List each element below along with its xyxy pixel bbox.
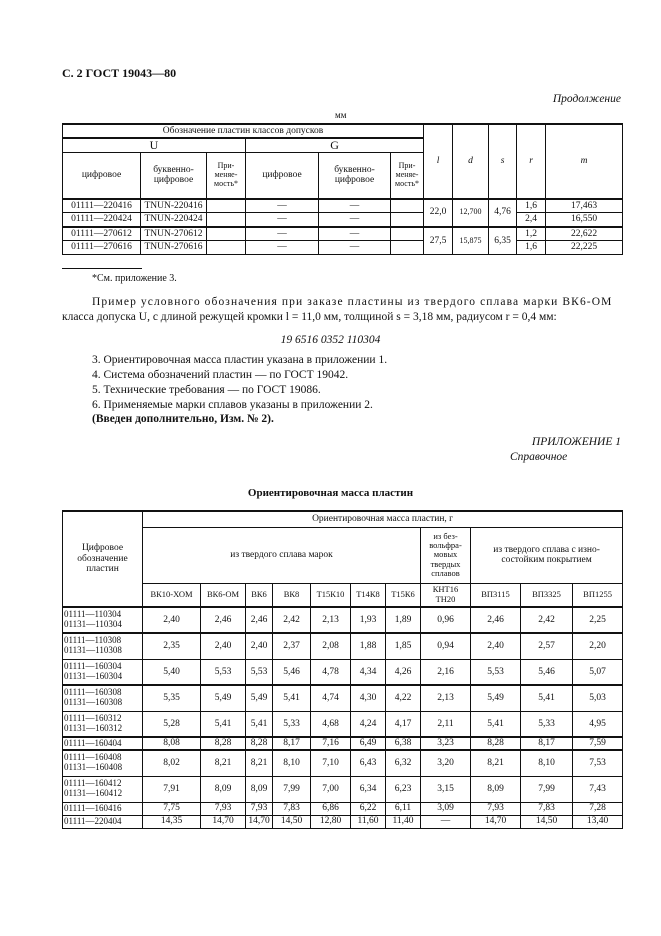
cell-r: 1,6 [517,241,546,255]
mass-value: 2,57 [521,633,573,659]
mass-value: 7,53 [573,750,623,776]
group-header: Обозначение пластин классов допусков [63,124,424,138]
column-header: ВК6-ОМ [201,583,246,607]
param-header-d: d [453,124,489,199]
cell-l: 22,0 [424,199,453,227]
cell-r: 1,2 [517,227,546,241]
mass-value: 1,88 [351,633,386,659]
appendix-heading: Ориентировочная масса пластин [247,487,414,499]
header-row [63,124,623,138]
mass-value: 3,23 [421,737,471,750]
mass-value: 0,96 [421,607,471,633]
cell-applicability-g [391,227,424,241]
subgroup-row [63,527,623,583]
mass-value: 14,50 [521,815,573,828]
mass-value: 8,28 [471,737,521,750]
footnote: *См. приложение 3. [92,273,177,284]
mass-value: 5,41 [273,685,311,711]
mass-value: 11,40 [386,815,421,828]
mass-value: 4,17 [386,711,421,737]
mass-value: 6,32 [386,750,421,776]
mass-value: 2,13 [311,607,351,633]
mass-value: 4,24 [351,711,386,737]
mass-value: 6,11 [386,802,421,815]
mass-value: 5,40 [143,659,201,685]
mass-value: 4,78 [311,659,351,685]
mass-value: 6,38 [386,737,421,750]
mass-value: 4,34 [351,659,386,685]
mass-value: 8,17 [273,737,311,750]
mass-value: 2,46 [246,607,273,633]
plate-code-line: 01131—160408 [64,762,123,773]
plate-code-line: 01111—160412 [64,778,122,789]
table-row [63,750,623,776]
mass-value: 8,28 [246,737,273,750]
cell-g_num: — [246,241,319,255]
plates-designation-table [62,123,623,255]
mass-value: 4,95 [573,711,623,737]
mass-value: 8,09 [246,776,273,802]
unit-label: мм [335,110,347,120]
mass-value: 2,40 [201,633,246,659]
mass-value: 2,46 [201,607,246,633]
sub-header: цифровое [63,153,141,199]
mass-value: 7,43 [573,776,623,802]
cell-l: 27,5 [424,227,453,255]
cell-u_alpha: TNUN-220416 [141,199,207,213]
mass-value: 5,46 [273,659,311,685]
mass-value: 7,10 [311,750,351,776]
mass-value: 2,37 [273,633,311,659]
mass-value: 4,30 [351,685,386,711]
mass-value: 2,40 [471,633,521,659]
mass-value: 4,74 [311,685,351,711]
mass-value: 6,49 [351,737,386,750]
plate-code-line: 01111—160308 [64,687,122,698]
table-row [63,776,623,802]
mass-value: 7,16 [311,737,351,750]
plate-code-line: 01131—160308 [64,697,123,708]
mass-value: 2,35 [143,633,201,659]
amendment-note: (Введен дополнительно, Изм. № 2). [92,413,274,425]
mass-value: 5,33 [521,711,573,737]
mass-value: 2,46 [471,607,521,633]
column-header: Т15К6 [386,583,421,607]
column-header: ВП3325 [521,583,573,607]
cell-u_num: 01111—220416 [63,199,141,213]
plate-code [63,633,143,659]
mass-value: 7,83 [521,802,573,815]
plate-code-line: 01131—160312 [64,722,123,733]
class-g: G [246,138,424,153]
mass-value: 4,68 [311,711,351,737]
mass-value: 8,02 [143,750,201,776]
plate-code-line: 01131—110304 [64,619,122,629]
mass-value: 1,85 [386,633,421,659]
group-header: Ориентировочная масса пластин, г [143,511,623,527]
mass-value: 7,28 [573,802,623,815]
mass-value: 8,17 [521,737,573,750]
cell-u_alpha: TNUN-220424 [141,213,207,227]
cell-s: 6,35 [489,227,517,255]
appendix-title: ПРИЛОЖЕНИЕ 1 [531,436,621,448]
mass-value: 6,34 [351,776,386,802]
mass-value: 6,23 [386,776,421,802]
cell-g_num: — [246,199,319,213]
cell-m: 16,550 [546,213,623,227]
table-row [63,685,623,711]
mass-value: 2,42 [521,607,573,633]
mass-value: 2,40 [246,633,273,659]
mass-value: 1,93 [351,607,386,633]
mass-value: 5,53 [246,659,273,685]
mass-value: 7,99 [521,776,573,802]
subgroup-header: из твердого сплава марок [143,527,421,583]
mass-value: 14,70 [246,815,273,828]
cell-u_num: 01111—270616 [63,241,141,255]
header-row [63,511,623,527]
cell-applicability-u [207,213,246,227]
column-header: ВК8 [273,583,311,607]
plate-code-line: 01111—110308 [64,635,122,646]
column-header: ВП1255 [573,583,623,607]
column-header: ВК6 [246,583,273,607]
plate-code-line: 01111—110304 [64,609,122,620]
cell-m: 17,463 [546,199,623,213]
cell-m: 22,622 [546,227,623,241]
column-header-row [63,583,623,607]
cell-d: 15,875 [453,227,489,255]
mass-value: 2,42 [273,607,311,633]
sub-header: При-меняе-мость* [207,153,246,199]
plate-code-line: 01111—160304 [64,660,122,671]
cell-u_alpha: TNUN-270616 [141,241,207,255]
cell-d: 12,700 [453,199,489,227]
mass-value: 7,93 [246,802,273,815]
mass-value: 5,53 [471,659,521,685]
mass-value: 8,10 [273,750,311,776]
plate-mass-table [62,510,623,829]
plate-code [63,750,143,776]
cell-r: 2,4 [517,213,546,227]
mass-value: 5,03 [573,685,623,711]
mass-value: 2,25 [573,607,623,633]
continuation-label: Продолжение [552,93,621,105]
mass-value: 6,43 [351,750,386,776]
item-4: 4. Система обозначений пластин — по ГОСТ 19042. [92,369,349,381]
plate-code [63,776,143,802]
item-5: 5. Технические требования — по ГОСТ 19086. [92,384,321,396]
mass-value: 5,41 [471,711,521,737]
sub-header: буквенно-цифровое [319,153,391,199]
column-header: Т14К8 [351,583,386,607]
item-3: 3. Ориентировочная масса пластин указана в приложении 1. [92,354,388,366]
mass-value: 12,80 [311,815,351,828]
cell-g_alpha: — [319,227,391,241]
cell-g_alpha: — [319,199,391,213]
cell-u_num: 01111—220424 [63,213,141,227]
column-header: ВП3115 [471,583,521,607]
mass-value: 5,41 [201,711,246,737]
param-header-r: r [517,124,546,199]
mass-value: 5,35 [143,685,201,711]
table-row [63,815,623,828]
mass-value: 8,28 [201,737,246,750]
row-header: Цифровое обозначение пластин [63,511,143,607]
mass-value: 5,49 [201,685,246,711]
cell-m: 22,225 [546,241,623,255]
mass-value: 8,08 [143,737,201,750]
mass-value: 7,91 [143,776,201,802]
mass-value: 8,21 [246,750,273,776]
plate-code-line: 01111—160416 [64,802,122,813]
mass-value: 14,35 [143,815,201,828]
item-6: 6. Применяемые марки сплавов указаны в приложении 2. [92,399,373,411]
plate-code [63,607,143,633]
param-header-s: s [489,124,517,199]
mass-value: 7,59 [573,737,623,750]
sub-header: цифровое [246,153,319,199]
mass-value: 4,22 [386,685,421,711]
plate-code-line: 01131—160412 [64,788,123,798]
cell-u_num: 01111—270612 [63,227,141,241]
cell-g_alpha: — [319,213,391,227]
table-row [63,199,623,213]
mass-value: 2,13 [421,685,471,711]
mass-value: 2,11 [421,711,471,737]
mass-value: 1,89 [386,607,421,633]
cell-applicability-g [391,199,424,213]
plate-code [63,685,143,711]
plate-code-line: 01111—160404 [64,737,122,748]
mass-value: 5,07 [573,659,623,685]
cell-g_num: — [246,213,319,227]
plate-code [63,815,143,828]
mass-value: — [421,815,471,828]
table-row [63,711,623,737]
cell-r: 1,6 [517,199,546,213]
plate-code [63,737,143,750]
mass-value: 8,21 [201,750,246,776]
class-u: U [63,138,246,153]
mass-value: 8,10 [521,750,573,776]
cell-u_alpha: TNUN-270612 [141,227,207,241]
table-row [63,633,623,659]
cell-applicability-u [207,227,246,241]
plate-code [63,802,143,815]
mass-value: 0,94 [421,633,471,659]
table-row [63,802,623,815]
mass-value: 7,00 [311,776,351,802]
param-header-m: m [546,124,623,199]
example-line-2: класса допуска U, с длиной режущей кромки l = 11,0 мм, толщиной s = 3,18 мм, радиусом r = 0,4 мм: [62,311,557,323]
mass-value: 7,93 [201,802,246,815]
cell-g_num: — [246,227,319,241]
cell-s: 4,76 [489,199,517,227]
plate-code-line: 01111—160408 [64,752,122,763]
table-row [63,659,623,685]
cell-applicability-u [207,241,246,255]
plate-code-line: 01131—160304 [64,670,123,681]
mass-value: 11,60 [351,815,386,828]
mass-value: 5,33 [273,711,311,737]
table-row [63,241,623,255]
table-row [63,737,623,750]
subgroup-header: из твердого сплава с изно-состойким покрытием [471,527,623,583]
cell-applicability-g [391,213,424,227]
mass-value: 13,40 [573,815,623,828]
mass-value: 14,50 [273,815,311,828]
cell-applicability-g [391,241,424,255]
table-row [63,213,623,227]
plate-code [63,659,143,685]
example-line-1: Пример условного обозначения при заказе пластины из твердого сплава марки ВК6-ОМ [92,296,613,308]
mass-value: 5,53 [201,659,246,685]
column-header: Т15К10 [311,583,351,607]
sub-header: При-меняе-мость* [391,153,424,199]
column-header: ВК10-ХОМ [143,583,201,607]
sub-header: буквенно-цифровое [141,153,207,199]
mass-value: 6,86 [311,802,351,815]
subgroup-header: из без-вольфра-мовых твердых сплавов [421,527,471,583]
mass-value: 6,22 [351,802,386,815]
mass-value: 8,21 [471,750,521,776]
mass-value: 7,75 [143,802,201,815]
mass-value: 2,40 [143,607,201,633]
mass-value: 2,16 [421,659,471,685]
mass-value: 3,15 [421,776,471,802]
mass-value: 5,49 [471,685,521,711]
table-row [63,227,623,241]
plate-code-line: 01131—110308 [64,645,122,656]
example-code: 19 6516 0352 110304 [280,334,381,346]
cell-g_alpha: — [319,241,391,255]
plate-code-line: 01111—160312 [64,712,122,723]
mass-value: 5,49 [246,685,273,711]
mass-value: 5,41 [521,685,573,711]
mass-value: 5,28 [143,711,201,737]
cell-applicability-u [207,199,246,213]
mass-value: 14,70 [201,815,246,828]
table-row [63,607,623,633]
footnote-divider [62,268,142,269]
mass-value: 5,46 [521,659,573,685]
mass-value: 14,70 [471,815,521,828]
mass-value: 5,41 [246,711,273,737]
mass-value: 7,93 [471,802,521,815]
mass-value: 4,26 [386,659,421,685]
mass-value: 3,09 [421,802,471,815]
mass-value: 8,09 [201,776,246,802]
plate-code-line: 01111—220404 [64,815,122,826]
mass-value: 7,99 [273,776,311,802]
column-header: КНТ16 ТН20 [421,583,471,607]
mass-value: 2,08 [311,633,351,659]
appendix-subtitle: Справочное [510,451,568,463]
plate-code [63,711,143,737]
mass-value: 7,83 [273,802,311,815]
page-header: С. 2 ГОСТ 19043—80 [62,66,177,80]
mass-value: 2,20 [573,633,623,659]
mass-value: 3,20 [421,750,471,776]
param-header-l: l [424,124,453,199]
mass-value: 8,09 [471,776,521,802]
